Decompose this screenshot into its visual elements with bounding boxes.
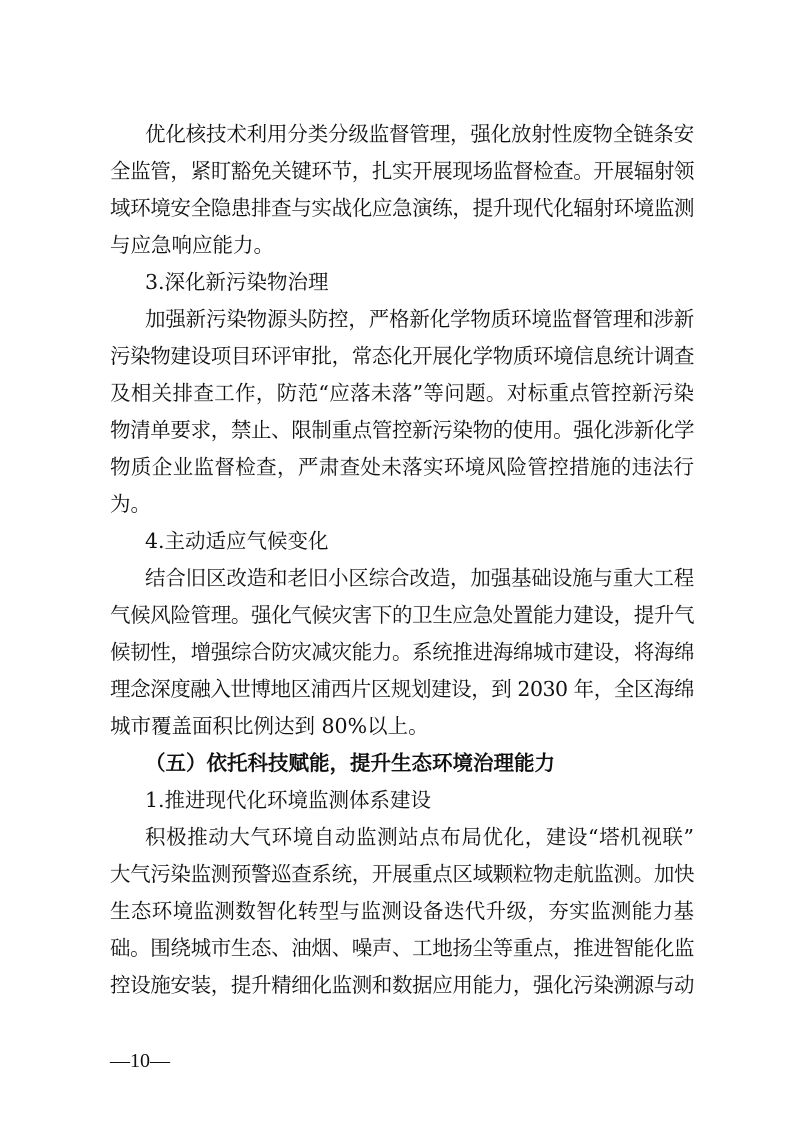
body-text-line: 加强新污染物源头防控，严格新化学物质环境监督管理和涉新 [145,307,694,331]
body-text-line: 全监管，紧盯豁免关键环节，扎实开展现场监督检查。开展辐射领 [110,159,694,183]
body-text-line: 与应急响应能力。 [110,233,274,257]
body-text-line: 结合旧区改造和老旧小区综合改造，加强基础设施与重大工程 [145,566,694,590]
body-text-line: 域环境安全隐患排查与实战化应急演练，提升现代化辐射环境监测 [110,196,694,220]
subsection-heading: 1.推进现代化环境监测体系建设 [145,788,432,812]
body-text-line: 及相关排查工作，防范“应落未落”等问题。对标重点管控新污染 [110,381,694,405]
body-text-line: 为。 [110,492,151,516]
body-text-line: 生态环境监测数智化转型与监测设备迭代升级，夯实监测能力基 [110,899,694,923]
subsection-heading: 3.深化新污染物治理 [145,270,329,294]
section-heading: （五）依托科技赋能，提升生态环境治理能力 [145,751,555,775]
body-text-line: 物质企业监督检查，严肃查处未落实环境风险管控措施的违法行 [110,455,694,479]
body-text-line: 础。围绕城市生态、油烟、噪声、工地扬尘等重点，推进智能化监 [110,936,694,960]
body-text-line: 污染物建设项目环评审批，常态化开展化学物质环境信息统计调查 [110,344,694,368]
body-text-line: 物清单要求，禁止、限制重点管控新污染物的使用。强化涉新化学 [110,418,694,442]
subsection-heading: 4.主动适应气候变化 [145,529,329,553]
body-text-line: 大气污染监测预警巡查系统，开展重点区域颗粒物走航监测。加快 [110,862,694,886]
body-text-line: 城市覆盖面积比例达到 80%以上。 [110,714,429,738]
body-text-line: 积极推动大气环境自动监测站点布局优化，建设“塔机视联” [145,825,694,849]
body-text-line: 候韧性，增强综合防灾减灾能力。系统推进海绵城市建设，将海绵 [110,640,694,664]
body-text-line: 优化核技术利用分类分级监督管理，强化放射性废物全链条安 [145,122,694,146]
body-text-line: 理念深度融入世博地区浦西片区规划建设，到 2030 年，全区海绵 [110,677,694,701]
page-number: —10— [110,1050,170,1072]
body-text-line: 控设施安装，提升精细化监测和数据应用能力，强化污染溯源与动 [110,973,694,997]
body-text-line: 气候风险管理。强化气候灾害下的卫生应急处置能力建设，提升气 [110,603,694,627]
